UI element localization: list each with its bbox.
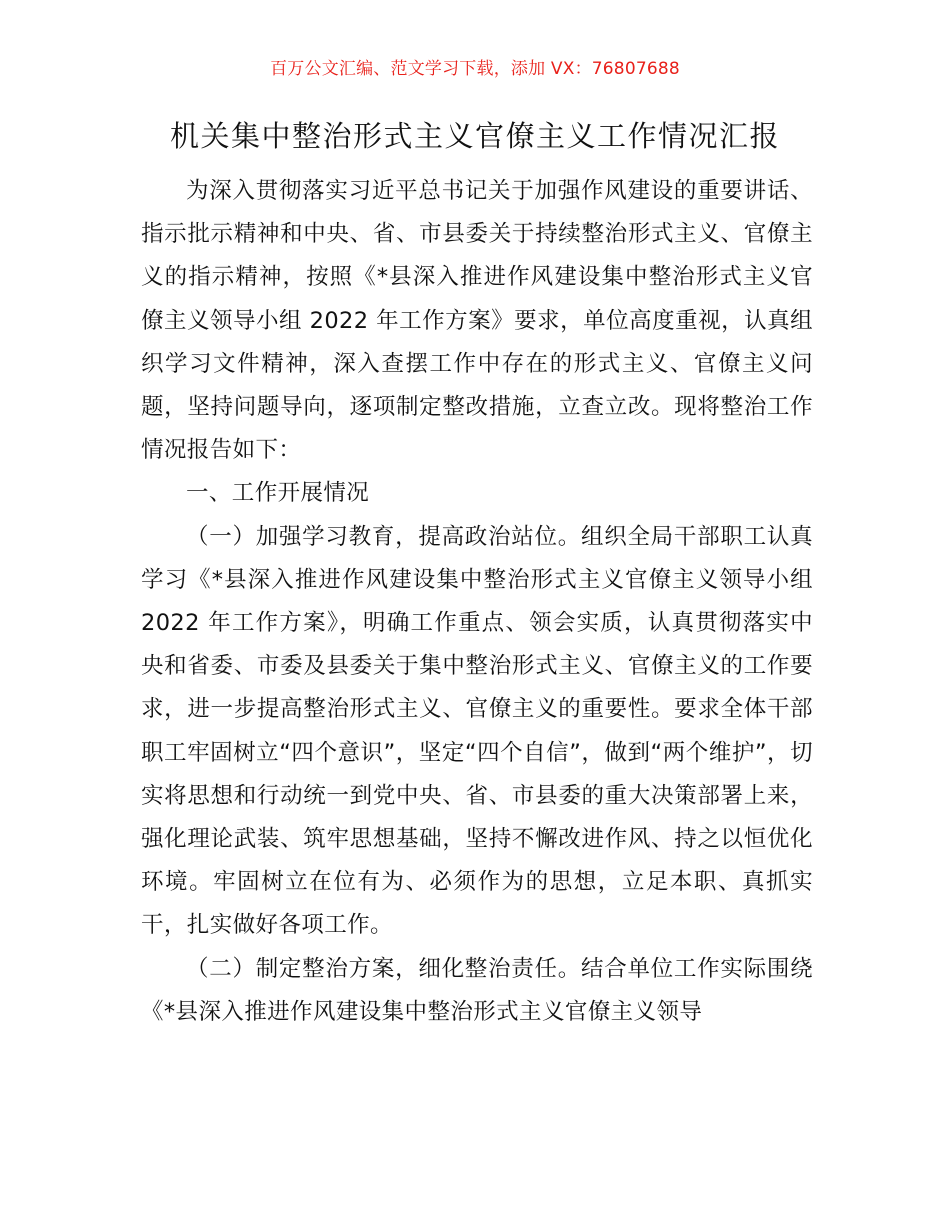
watermark-header: 百万公文汇编、范文学习下载，添加 VX：76807688 bbox=[270, 59, 680, 79]
document-body bbox=[141, 170, 813, 1034]
body-paragraph: （一）加强学习教育，提高政治站位。组织全局干部职工认真学习《*县深入推进作风建设集中整治形式主义官僚主义领导小组 2022 年工作方案》，明确工作重点、领会实质，认真贯彻落实中央和省委、市委及县委关于集中整治形式主义、官僚主义的工作要求，进一步提高整治形式主义、官僚主义的重要性。要求全体干部职工牢固树立“四个意识”，坚定“四个自信”，做到“两个维护”，切实将思想和行动统一到党中央、省、市县委的重大决策部署上来，强化理论武装、筑牢思想基础，坚持不懈改进作风、持之以恒优化环境。牢固树立在位有为、必须作为的思想，立足本职、真抓实干，扎实做好各项工作。 bbox=[141, 523, 813, 939]
intro-paragraph: 为深入贯彻落实习近平总书记关于加强作风建设的重要讲话、指示批示精神和中央、省、市县委关于持续整治形式主义、官僚主义的指示精神，按照《*县深入推进作风建设集中整治形式主义官僚主义领导小组 2022 年工作方案》要求，单位高度重视，认真组织学习文件精神，深入查摆工作中存在的形式主义、官僚主义问题，坚持问题导向，逐项制定整改措施，立查立改。现将整治工作情况报告如下： bbox=[141, 178, 813, 464]
document-title: 机关集中整治形式主义官僚主义工作情况汇报 bbox=[169, 119, 780, 153]
body-paragraph: （二）制定整治方案，细化整治责任。结合单位工作实际围绕《*县深入推进作风建设集中整治形式主义官僚主义领导 bbox=[141, 955, 813, 1025]
section-heading: 一、工作开展情况 bbox=[186, 480, 370, 507]
